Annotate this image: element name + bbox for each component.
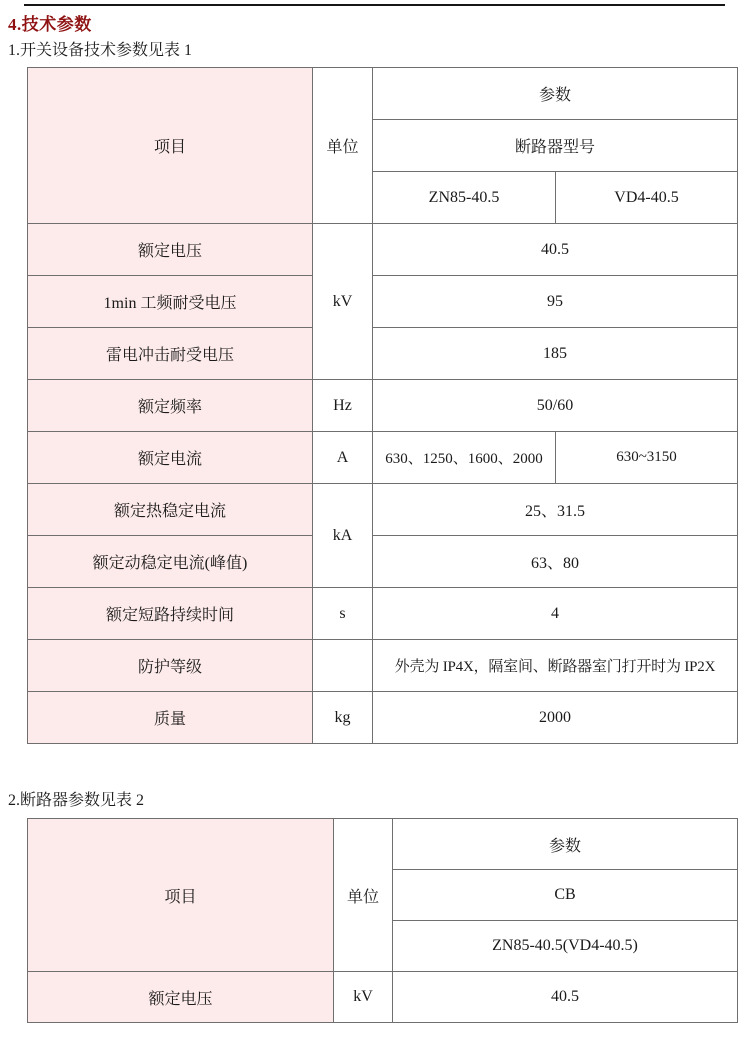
cell-value: 63、80 [373,536,738,588]
table-row [28,588,738,640]
cell-unit: kV [334,972,393,1023]
header-breaker-model: 断路器型号 [373,120,738,172]
cell-value: 25、31.5 [373,484,738,536]
cell-unit [313,640,373,692]
cell-item: 额定热稳定电流 [28,484,313,536]
cell-item: 额定电压 [28,224,313,276]
cell-value: 2000 [373,692,738,744]
cell-item: 防护等级 [28,640,313,692]
table-row [28,224,738,276]
cell-item: 额定频率 [28,380,313,432]
header-model: ZN85-40.5(VD4-40.5) [393,921,738,972]
switchgear-parameters-table [27,67,738,744]
header-type-cb: CB [393,870,738,921]
cell-item: 额定电压 [28,972,334,1023]
header-unit: 单位 [313,68,373,224]
cell-unit: A [313,432,373,484]
table-row [28,972,738,1023]
cell-item: 质量 [28,692,313,744]
cell-item: 1min 工频耐受电压 [28,276,313,328]
circuit-breaker-parameters-table [27,818,738,1023]
table-row [28,68,738,120]
cell-unit: kg [313,692,373,744]
header-rule [24,4,725,6]
cell-unit: Hz [313,380,373,432]
section-heading: 4.技术参数 [8,15,92,34]
header-item: 项目 [28,68,313,224]
header-param: 参数 [393,819,738,870]
cell-value: 50/60 [373,380,738,432]
cell-value-zn85: 630、1250、1600、2000 [373,432,556,484]
cell-unit: kV [313,224,373,380]
cell-value: 95 [373,276,738,328]
cell-item: 额定动稳定电流(峰值) [28,536,313,588]
table2-caption: 2.断路器参数见表 2 [8,792,145,809]
cell-unit: s [313,588,373,640]
header-param: 参数 [373,68,738,120]
cell-value: 40.5 [373,224,738,276]
table-row [28,276,738,328]
cell-value: 185 [373,328,738,380]
cell-value: 外壳为 IP4X，隔室间、断路器室门打开时为 IP2X [373,640,738,692]
table-row [28,484,738,536]
cell-item: 额定电流 [28,432,313,484]
cell-item: 额定短路持续时间 [28,588,313,640]
header-item: 项目 [28,819,334,972]
table1-caption: 1.开关设备技术参数见表 1 [8,42,193,59]
header-unit: 单位 [334,819,393,972]
cell-value: 40.5 [393,972,738,1023]
table-row [28,819,738,870]
table-row [28,380,738,432]
table-row [28,328,738,380]
cell-unit: kA [313,484,373,588]
table-row [28,640,738,692]
cell-item: 雷电冲击耐受电压 [28,328,313,380]
cell-value-vd4: 630~3150 [556,432,738,484]
table-row [28,432,738,484]
cell-value: 4 [373,588,738,640]
header-model-vd4: VD4-40.5 [556,172,738,224]
table-row [28,692,738,744]
table-row [28,536,738,588]
header-model-zn85: ZN85-40.5 [373,172,556,224]
